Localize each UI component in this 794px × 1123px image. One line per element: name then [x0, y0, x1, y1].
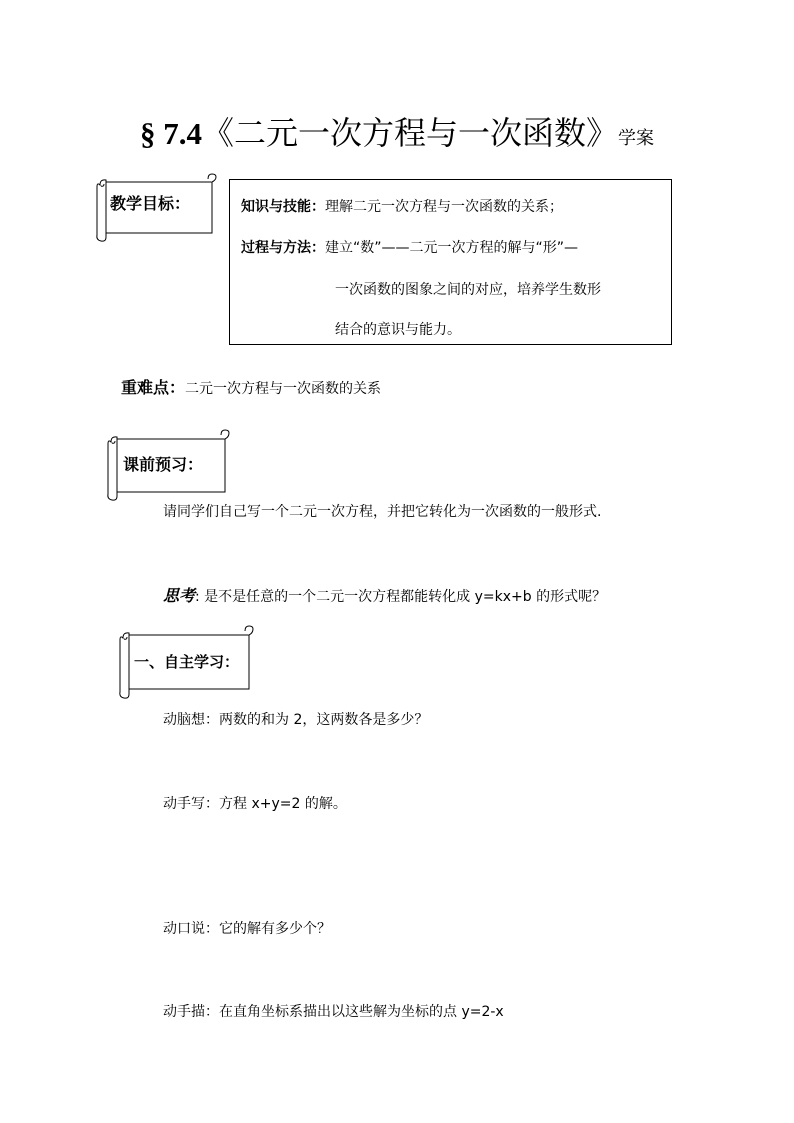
goal-process-line — [241, 237, 578, 257]
think-line — [163, 583, 606, 606]
goals-heading: 教学目标： — [110, 194, 191, 213]
goal-process-label: 过程与方法： — [241, 240, 325, 256]
question-write: 动手写：方程 x+y=2 的解。 — [163, 796, 347, 812]
goals-box — [229, 179, 672, 345]
think-label: 思考 — [163, 586, 196, 605]
key-points-line — [121, 375, 381, 398]
key-points-text: 二元一次方程与一次函数的关系 — [185, 381, 382, 397]
scroll-banner-self-study — [118, 627, 254, 701]
page-title — [0, 108, 794, 154]
title-section-number: § 7.4 — [139, 116, 202, 151]
goal-knowledge-line — [241, 196, 563, 216]
think-text: : 是不是任意的一个二元一次方程都能转化成 y=kx+b 的形式呢？ — [195, 589, 607, 605]
scroll-banner-goals — [95, 177, 219, 243]
title-suffix: 学案 — [618, 128, 654, 149]
goal-process-text-1: 建立“数”——二元一次方程的解与“形”— — [325, 240, 579, 256]
goal-process-text-2: 一次函数的图象之间的对应，培养学生数形 — [335, 282, 601, 298]
question-say: 动口说：它的解有多少个？ — [163, 921, 331, 937]
question-think: 动脑想：两数的和为 2，这两数各是多少？ — [163, 712, 429, 728]
key-points-label: 重难点： — [121, 378, 186, 397]
scroll-banner-preview — [106, 430, 231, 500]
goal-knowledge-label: 知识与技能： — [241, 199, 325, 215]
goal-process-text-3: 结合的意识与能力。 — [335, 322, 461, 338]
preview-instruction: 请同学们自己写一个二元一次方程，并把它转化为一次函数的一般形式. — [163, 504, 602, 520]
preview-heading: 课前预习： — [123, 455, 204, 474]
self-study-heading: 一、自主学习： — [134, 653, 240, 671]
title-main: 《二元一次方程与一次函数》 — [201, 114, 618, 152]
goal-knowledge-text: 理解二元一次方程与一次函数的关系； — [325, 199, 563, 215]
question-plot: 动手描：在直角坐标系描出以这些解为坐标的点 y=2-x — [163, 1004, 504, 1020]
